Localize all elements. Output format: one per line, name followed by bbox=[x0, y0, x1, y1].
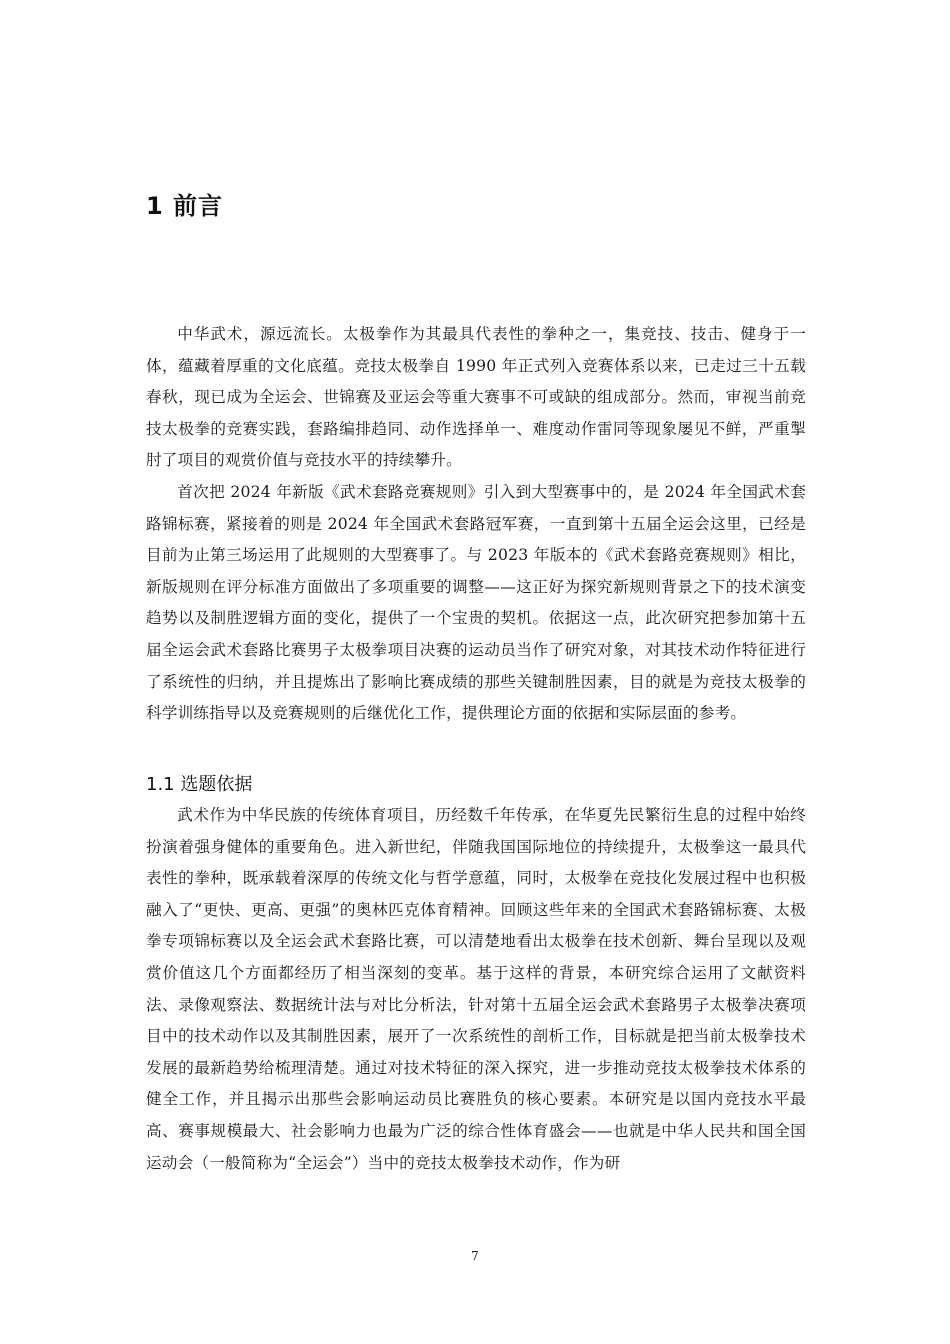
intro-paragraph-2: 首次把 2024 年新版《武术套路竞赛规则》引入到大型赛事中的，是 2024 年全国武术套路锦标赛，紧接着的则是 2024 年全国武术套路冠军赛，一直到第十五届全运会这里，已经是目前为止第三场运用了此规则的大型赛事了。与 2023 年版本的《武术套路竞赛规则》相比，新版规则在评分标准方面做出了多项重要的调整——这正好为探究新规则背景之下的技术演变趋势以及制胜逻辑方面的变化，提供了一个宝贵的契机。依据这一点，此次研究把参加第十五届全运会武术套路比赛男子太极拳项目决赛的运动员当作了研究对象，对其技术动作特征进行了系统性的归纳，并且提炼出了影响比赛成绩的那些关键制胜因素，目的就是为竞技太极拳的科学训练指导以及竞赛规则的后继优化工作，提供理论方面的依据和实际层面的参考。 bbox=[146, 482, 806, 723]
section-title: 1.1 选题依据 bbox=[146, 774, 253, 795]
page-number: 7 bbox=[471, 1249, 479, 1263]
intro-body bbox=[146, 319, 806, 730]
section-selection-basis bbox=[146, 770, 806, 1179]
section-paragraph-1: 武术作为中华民族的传统体育项目，历经数千年传承，在华夏先民繁衍生息的过程中始终扮演着强身健体的重要角色。进入新世纪，伴随我国国际地位的持续提升，太极拳这一最具代表性的拳种，既承载着深厚的传统文化与哲学意蕴，同时，太极拳在竞技化发展过程中也积极融入了“更快、更高、更强”的奥林匹克体育精神。回顾这些年来的全国武术套路锦标赛、太极拳专项锦标赛以及全运会武术套路比赛，可以清楚地看出太极拳在技术创新、舞台呈现以及观赏价值这几个方面都经历了相当深刻的变革。基于这样的背景，本研究综合运用了文献资料法、录像观察法、数据统计法与对比分析法，针对第十五届全运会武术套路男子太极拳决赛项目中的技术动作以及其制胜因素，展开了一次系统性的剖析工作，目标就是把当前太极拳技术发展的最新趋势给梳理清楚。通过对技术特征的深入探究，进一步推动竞技太极拳技术体系的健全工作，并且揭示出那些会影响运动员比赛胜负的核心要素。本研究是以国内竞技水平最高、赛事规模最大、社会影响力也最为广泛的综合性体育盛会——也就是中华人民共和国全国运动会（一般简称为“全运会”）当中的竞技太极拳技术动作，作为研 bbox=[146, 806, 806, 1172]
chapter-title: 1 前言 bbox=[146, 192, 224, 220]
intro-paragraph-1: 中华武术，源远流长。太极拳作为其最具代表性的拳种之一，集竞技、技击、健身于一体，蕴藏着厚重的文化底蕴。竞技太极拳自 1990 年正式列入竞赛体系以来，已走过三十五载春秋，现已成为全运会、世锦赛及亚运会等重大赛事不可或缺的组成部分。然而，审视当前竞技太极拳的竞赛实践，套路编排趋同、动作选择单一、难度动作雷同等现象屡见不鲜，严重掣肘了项目的观赏价值与竞技水平的持续攀升。 bbox=[146, 325, 806, 470]
